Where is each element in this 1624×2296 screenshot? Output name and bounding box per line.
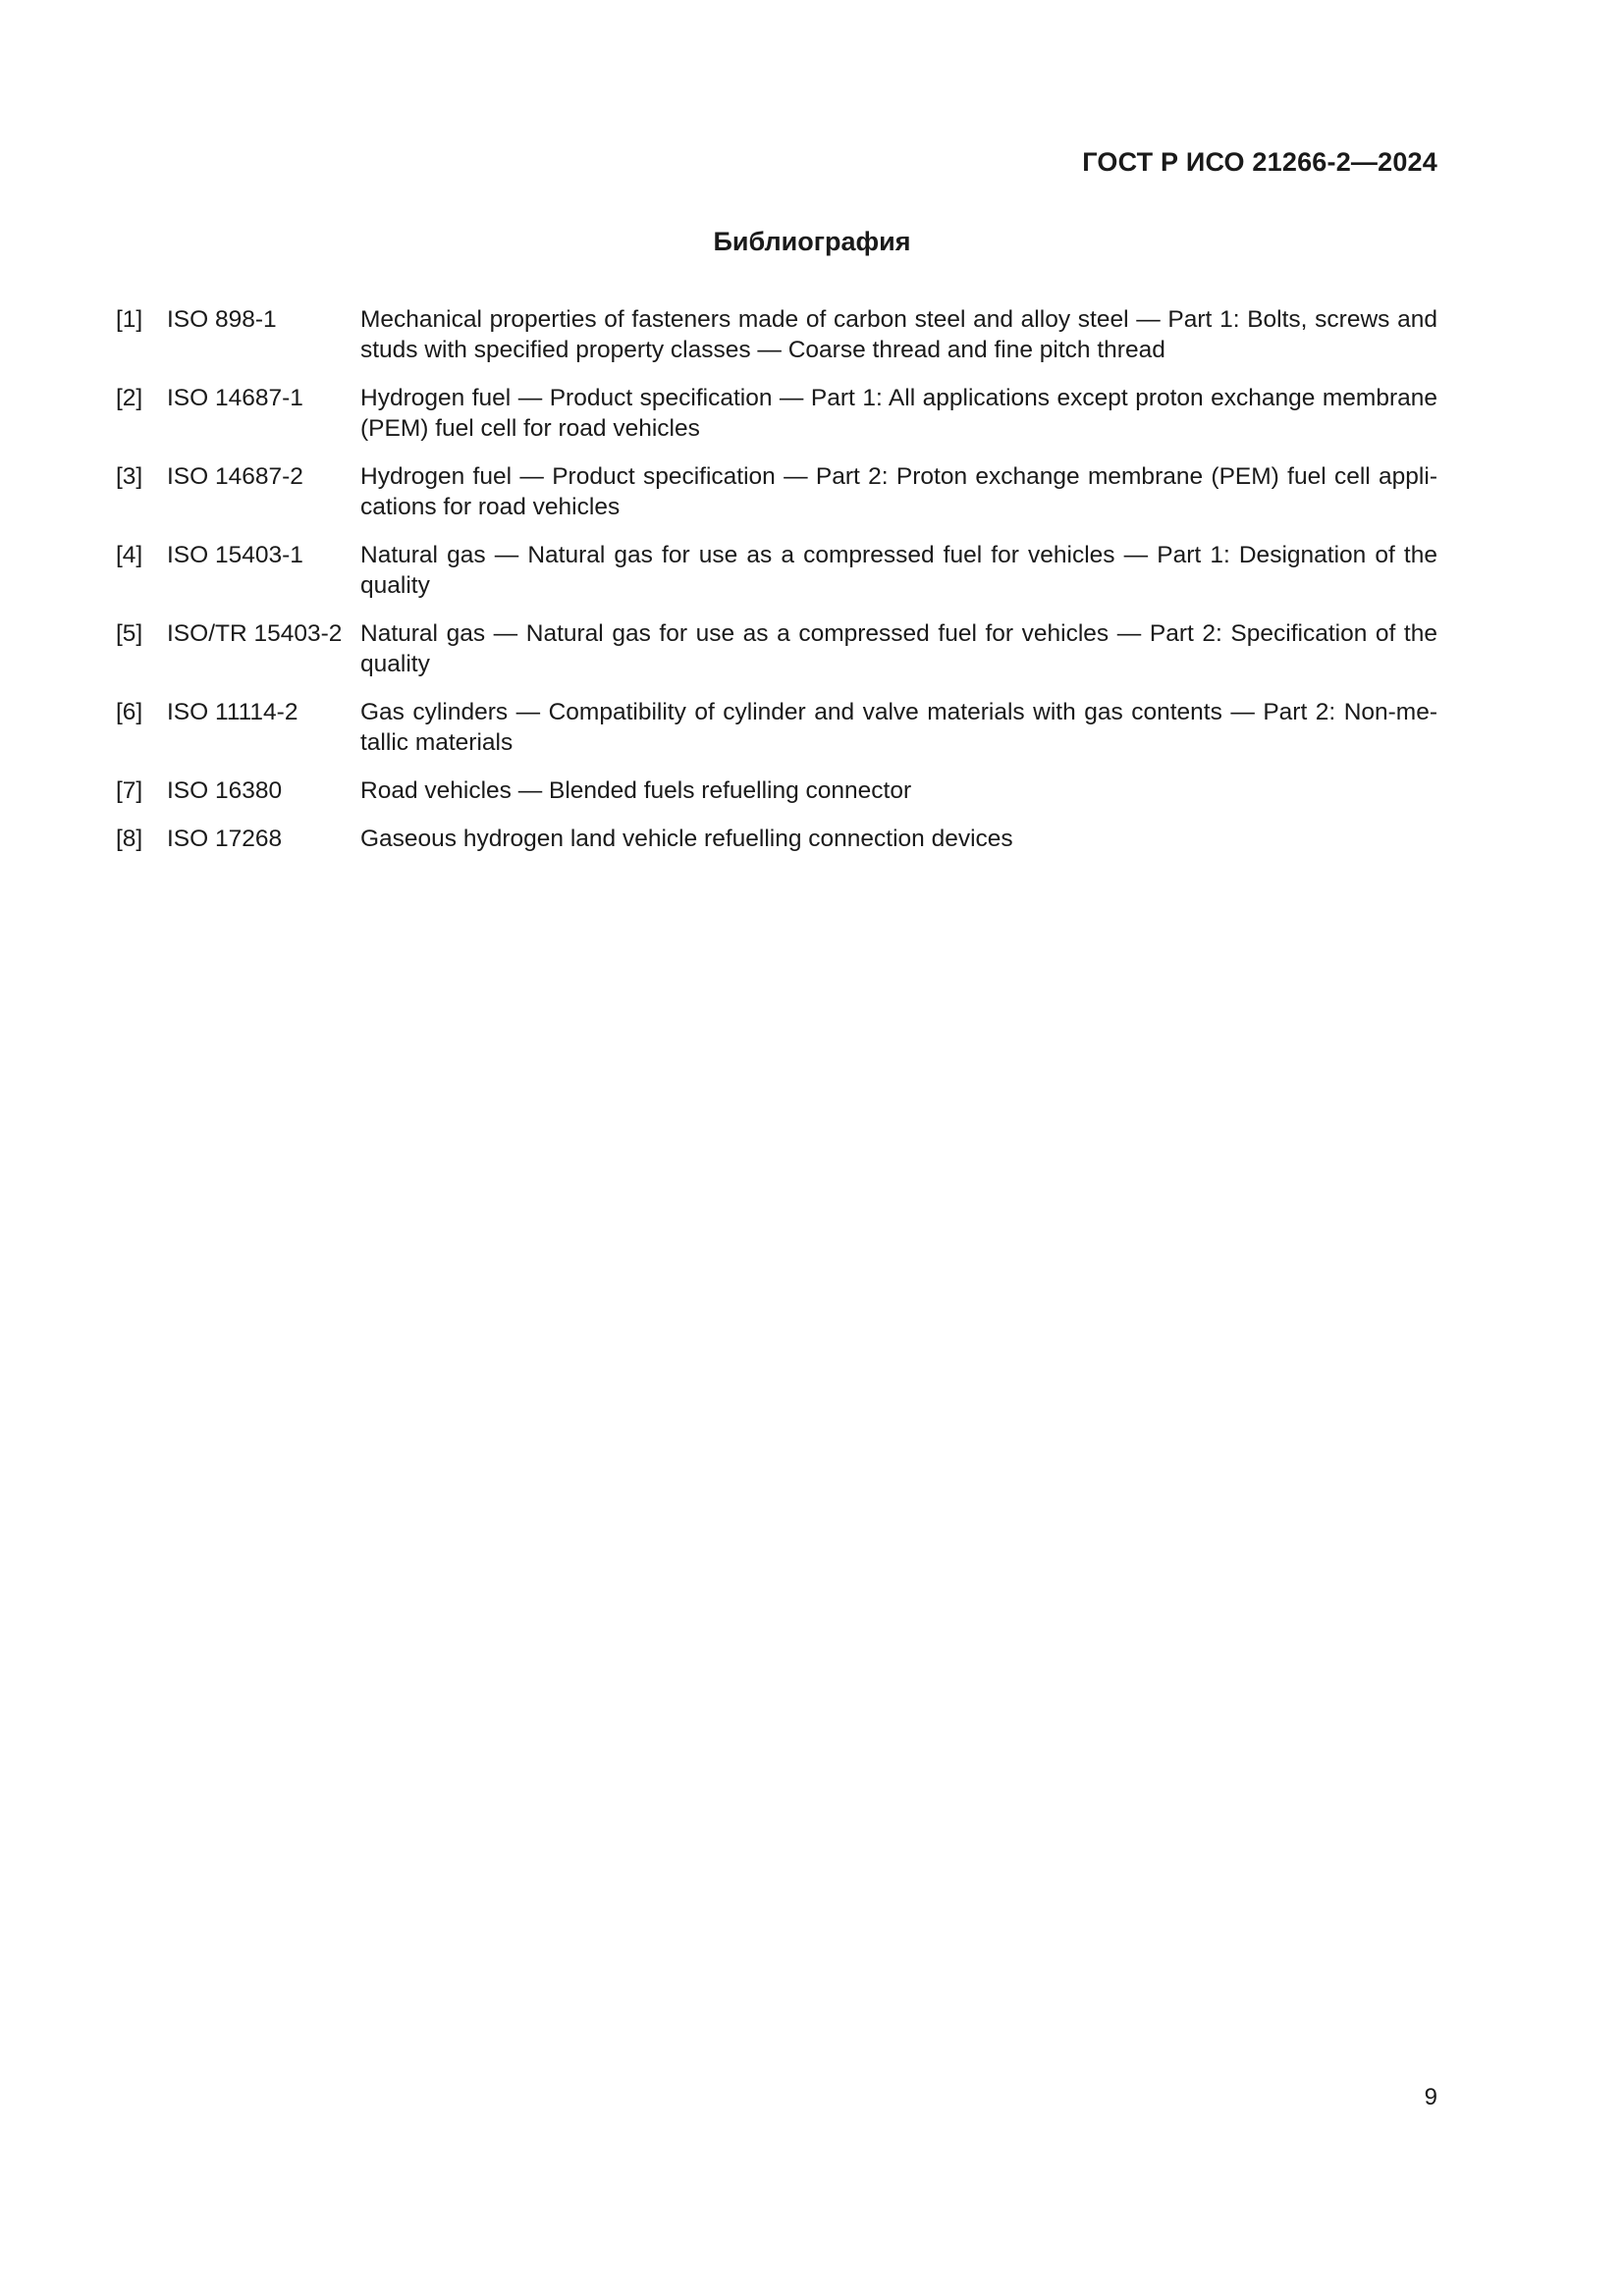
bibliography-entry [116, 775, 1437, 824]
entry-standard: ISO/TR 15403-2 [167, 620, 343, 647]
entry-standard: ISO 16380 [167, 777, 283, 804]
entry-title: Natural gas — Natural gas for use as a compressed fuel for vehicles — Part 1: Designation of the quality [360, 542, 1437, 599]
entry-number: [3] [116, 463, 143, 490]
entry-standard: ISO 15403-1 [167, 542, 303, 568]
entry-standard: ISO 17268 [167, 826, 283, 852]
entry-title: Road vehicles — Blended fuels refuelling connector [360, 777, 912, 804]
bibliography-entry [116, 618, 1437, 697]
bibliography-list [116, 304, 1437, 872]
page-number: 9 [1424, 2084, 1437, 2110]
entry-title: Natural gas — Natural gas for use as a compressed fuel for vehicles — Part 2: Specification of the quality [360, 620, 1437, 677]
entry-title: Hydrogen fuel — Product specification — Part 2: Proton exchange membrane (PEM) fuel cell applications for road vehicles [360, 463, 1437, 520]
entry-number: [2] [116, 385, 143, 411]
bibliography-entry [116, 461, 1437, 540]
bibliography-entry [116, 697, 1437, 775]
bibliography-entry [116, 540, 1437, 618]
entry-standard: ISO 14687-2 [167, 463, 303, 490]
entry-title: Gaseous hydrogen land vehicle refuelling connection devices [360, 826, 1013, 852]
document-code-header: ГОСТ Р ИСО 21266-2—2024 [1082, 147, 1437, 177]
bibliography-entry [116, 383, 1437, 461]
entry-title: Mechanical properties of fasteners made of carbon steel and alloy steel — Part 1: Bolts, screws and studs with specified property classes — Coarse thread and fine pitch thread [360, 306, 1437, 363]
entry-standard: ISO 11114-2 [167, 699, 298, 725]
entry-number: [8] [116, 826, 143, 852]
entry-standard: ISO 14687-1 [167, 385, 303, 411]
entry-title: Hydrogen fuel — Product specification — Part 1: All applications except proton exchange membrane (PEM) fuel cell for road vehicles [360, 385, 1437, 442]
bibliography-title: Библиография [713, 227, 911, 256]
entry-title: Gas cylinders — Compatibility of cylinder and valve materials with gas contents — Part 2: Non-metallic materials [360, 699, 1437, 756]
entry-standard: ISO 898-1 [167, 306, 277, 333]
entry-number: [5] [116, 620, 143, 647]
bibliography-entry [116, 824, 1437, 872]
entry-number: [7] [116, 777, 143, 804]
entry-number: [4] [116, 542, 143, 568]
entry-number: [1] [116, 306, 143, 333]
bibliography-entry [116, 304, 1437, 383]
entry-number: [6] [116, 699, 143, 725]
